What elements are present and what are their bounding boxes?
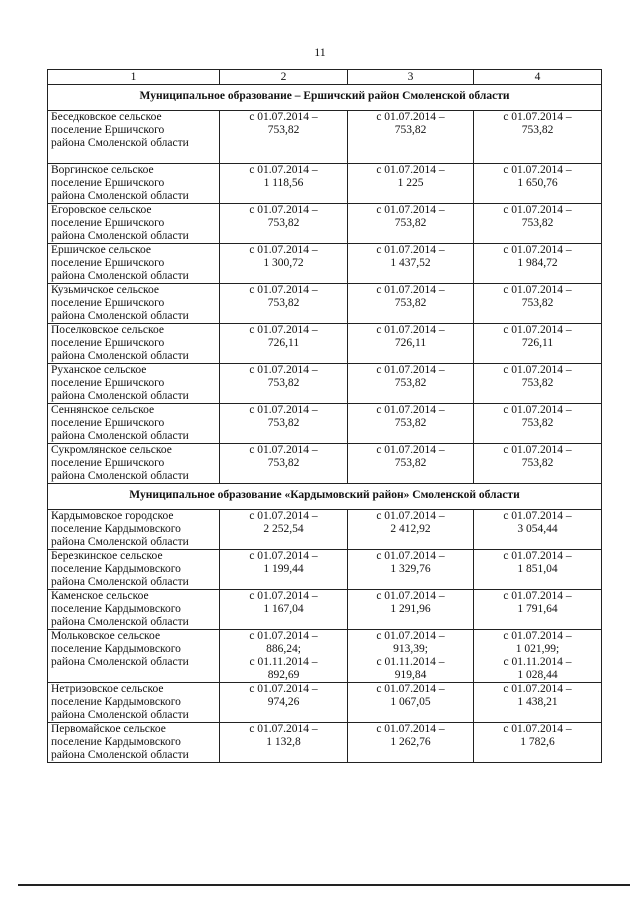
tariff-cell-c2 (220, 683, 348, 723)
settlement-name-line: района Смоленской области (51, 270, 189, 282)
header-cell-4: 4 (474, 70, 602, 85)
tariff-value-line: с 01.07.2014 – (376, 444, 445, 456)
tariff-value-line: с 01.07.2014 – (376, 284, 445, 296)
tariff-value-line: 1 791,64 (517, 603, 558, 615)
tariff-value-line: 753,82 (267, 377, 300, 389)
tariff-value-line: с 01.07.2014 – (249, 244, 318, 256)
tariff-cell-c2 (220, 244, 348, 284)
tariff-value-line: с 01.07.2014 – (249, 550, 318, 562)
tariff-cell-c2 (220, 204, 348, 244)
tariff-value-line: с 01.07.2014 – (503, 164, 572, 176)
section-title: Муниципальное образование – Ершичский район Смоленской области (48, 85, 602, 111)
tariff-value-line: 753,82 (267, 217, 300, 229)
settlement-name-line: поселение Кардымовского (51, 563, 181, 575)
tariff-cell-c3 (348, 324, 474, 364)
settlement-name-cell (48, 284, 220, 324)
tariff-value-line: 753,82 (267, 124, 300, 136)
tariff-value-line: 753,82 (394, 217, 427, 229)
settlement-name-line: района Смоленской области (51, 310, 189, 322)
table-row (48, 364, 602, 404)
tariff-value-line: с 01.07.2014 – (376, 550, 445, 562)
settlement-name-line: Каменское сельское (51, 590, 149, 602)
tariff-value-line: 1 132,8 (266, 736, 301, 748)
tariff-value-line: с 01.07.2014 – (249, 324, 318, 336)
tariff-cell-c4 (474, 683, 602, 723)
tariff-value-line: с 01.07.2014 – (503, 723, 572, 735)
settlement-name-line: поселение Ершичского (51, 177, 165, 189)
settlement-name-line: района Смоленской области (51, 350, 189, 362)
tariff-value-line: 886,24; (266, 643, 301, 655)
tariff-cell-c4 (474, 164, 602, 204)
tariff-value-line: с 01.07.2014 – (503, 364, 572, 376)
settlement-name-line: Первомайское сельское (51, 723, 166, 735)
tariff-value-line: 1 300,72 (263, 257, 304, 269)
table-row (48, 590, 602, 630)
settlement-name-line: поселение Кардымовского (51, 603, 181, 615)
settlement-name-line: района Смоленской области (51, 616, 189, 628)
tariff-value-line: с 01.07.2014 – (376, 364, 445, 376)
settlement-name-line: района Смоленской области (51, 749, 189, 761)
header-cell-2: 2 (220, 70, 348, 85)
settlement-name-line: поселение Кардымовского (51, 523, 181, 535)
tariff-value-line: 974,26 (267, 696, 300, 708)
settlement-name-cell (48, 550, 220, 590)
settlement-name-line: Сукромлянское сельское (51, 444, 172, 456)
settlement-name-line: Воргинское сельское (51, 164, 154, 176)
table-row (48, 510, 602, 550)
tariff-cell-c4 (474, 364, 602, 404)
tariff-value-line: с 01.07.2014 – (249, 683, 318, 695)
tariff-cell-c3 (348, 723, 474, 763)
page-number: 11 (314, 45, 326, 59)
tariff-cell-c4 (474, 324, 602, 364)
header-row (48, 70, 602, 85)
tariff-value-line: 1 028,44 (517, 669, 558, 681)
section-header-row (48, 85, 602, 111)
tariff-value-line: с 01.07.2014 – (503, 510, 572, 522)
tariff-cell-c4 (474, 244, 602, 284)
settlement-name-line: Кардымовское городское (51, 510, 174, 522)
bottom-divider (18, 884, 630, 886)
tariff-cell-c2 (220, 284, 348, 324)
tariff-cell-c2 (220, 404, 348, 444)
settlement-name-line: Кузьмичское сельское (51, 284, 159, 296)
tariff-cell-c2 (220, 550, 348, 590)
tariff-value-line: 753,82 (521, 297, 554, 309)
tariff-value-line: 753,82 (521, 124, 554, 136)
tariff-value-line: 753,82 (521, 417, 554, 429)
tariff-value-line: с 01.07.2014 – (376, 324, 445, 336)
tariff-value-line: 1 984,72 (517, 257, 558, 269)
table-row (48, 723, 602, 763)
tariff-value-line: с 01.07.2014 – (249, 404, 318, 416)
settlement-name-line: поселение Кардымовского (51, 696, 181, 708)
tariff-value-line: с 01.07.2014 – (503, 244, 572, 256)
tariff-value-line: с 01.07.2014 – (249, 630, 318, 642)
tariff-value-line: с 01.11.2014 – (376, 656, 445, 668)
tariff-value-line: с 01.07.2014 – (503, 630, 572, 642)
tariff-value-line: 1 291,96 (390, 603, 431, 615)
section-title: Муниципальное образование «Кардымовский район» Смоленской области (48, 484, 602, 510)
tariff-cell-c4 (474, 723, 602, 763)
table-row (48, 244, 602, 284)
settlement-name-line: поселение Ершичского (51, 297, 165, 309)
settlement-name-line: Поселковское сельское (51, 324, 164, 336)
settlement-name-line: поселение Ершичского (51, 457, 165, 469)
tariff-cell-c4 (474, 111, 602, 164)
settlement-name-cell (48, 590, 220, 630)
tariff-value-line: с 01.07.2014 – (376, 204, 445, 216)
settlement-name-cell (48, 683, 220, 723)
settlement-name-line: Березкинское сельское (51, 550, 163, 562)
tariff-cell-c4 (474, 404, 602, 444)
tariff-value-line: 1 021,99; (515, 643, 560, 655)
tariff-value-line: с 01.07.2014 – (376, 630, 445, 642)
settlement-name-cell (48, 324, 220, 364)
header-cell-3: 3 (348, 70, 474, 85)
settlement-name-line: района Смоленской области (51, 709, 189, 721)
tariff-cell-c2 (220, 510, 348, 550)
tariff-value-line: с 01.07.2014 – (249, 284, 318, 296)
settlement-name-line: поселение Ершичского (51, 257, 165, 269)
tariff-value-line: с 01.07.2014 – (249, 111, 318, 123)
tariff-cell-c3 (348, 111, 474, 164)
tariff-value-line: с 01.07.2014 – (376, 111, 445, 123)
tariff-table (47, 69, 602, 763)
tariff-value-line: 1 225 (397, 177, 424, 189)
tariff-value-line: 1 262,76 (390, 736, 431, 748)
tariff-value-line: 913,39; (393, 643, 428, 655)
tariff-value-line: 1 851,04 (517, 563, 558, 575)
tariff-value-line: 753,82 (267, 417, 300, 429)
tariff-cell-c4 (474, 510, 602, 550)
tariff-value-line: 892,69 (267, 669, 300, 681)
settlement-name-line: района Смоленской области (51, 576, 189, 588)
tariff-cell-c3 (348, 444, 474, 484)
tariff-cell-c3 (348, 550, 474, 590)
tariff-cell-c2 (220, 444, 348, 484)
settlement-name-cell (48, 404, 220, 444)
tariff-value-line: с 01.07.2014 – (249, 510, 318, 522)
settlement-name-cell (48, 204, 220, 244)
tariff-value-line: 1 118,56 (263, 177, 304, 189)
settlement-name-line: Нетризовское сельское (51, 683, 164, 695)
settlement-name-line: района Смоленской области (51, 470, 189, 482)
tariff-value-line: с 01.07.2014 – (249, 723, 318, 735)
tariff-value-line: 753,82 (394, 417, 427, 429)
tariff-value-line: 753,82 (267, 457, 300, 469)
tariff-value-line: с 01.07.2014 – (503, 111, 572, 123)
table-row (48, 204, 602, 244)
table-row (48, 683, 602, 723)
settlement-name-line: поселение Ершичского (51, 337, 165, 349)
tariff-value-line: с 01.07.2014 – (376, 723, 445, 735)
tariff-cell-c3 (348, 204, 474, 244)
tariff-value-line: 753,82 (267, 297, 300, 309)
settlement-name-line: района Смоленской области (51, 137, 189, 149)
tariff-value-line: 1 650,76 (517, 177, 558, 189)
settlement-name-cell (48, 510, 220, 550)
tariff-value-line: 753,82 (394, 124, 427, 136)
tariff-cell-c2 (220, 723, 348, 763)
tariff-cell-c2 (220, 111, 348, 164)
tariff-value-line: с 01.07.2014 – (503, 324, 572, 336)
tariff-cell-c4 (474, 284, 602, 324)
tariff-value-line: 753,82 (521, 457, 554, 469)
tariff-cell-c3 (348, 284, 474, 324)
tariff-value-line: с 01.07.2014 – (503, 404, 572, 416)
tariff-value-line: 919,84 (394, 669, 427, 681)
tariff-value-line: с 01.07.2014 – (376, 164, 445, 176)
settlement-name-line: Руханское сельское (51, 364, 147, 376)
tariff-value-line: 753,82 (394, 377, 427, 389)
settlement-name-line: Сеннянское сельское (51, 404, 155, 416)
tariff-cell-c4 (474, 550, 602, 590)
tariff-value-line: 1 167,04 (263, 603, 304, 615)
settlement-name-line: Егоровское сельское (51, 204, 152, 216)
tariff-value-line: с 01.07.2014 – (376, 590, 445, 602)
tariff-value-line: 1 199,44 (263, 563, 304, 575)
tariff-cell-c3 (348, 244, 474, 284)
settlement-name-line: поселение Кардымовского (51, 643, 181, 655)
tariff-cell-c4 (474, 204, 602, 244)
table-row (48, 324, 602, 364)
settlement-name-line: поселение Ершичского (51, 124, 165, 136)
settlement-name-cell (48, 111, 220, 164)
settlement-name-cell (48, 630, 220, 683)
settlement-name-line: поселение Ершичского (51, 217, 165, 229)
tariff-value-line: с 01.07.2014 – (503, 204, 572, 216)
table-row (48, 111, 602, 164)
settlement-name-cell (48, 164, 220, 204)
settlement-name-cell (48, 364, 220, 404)
settlement-name-line: района Смоленской области (51, 430, 189, 442)
tariff-cell-c3 (348, 164, 474, 204)
settlement-name-line: поселение Ершичского (51, 417, 165, 429)
tariff-value-line: 1 438,21 (517, 696, 558, 708)
tariff-value-line: с 01.11.2014 – (503, 656, 572, 668)
tariff-value-line: 1 329,76 (390, 563, 431, 575)
table-row (48, 444, 602, 484)
settlement-name-cell (48, 723, 220, 763)
settlement-name-line: района Смоленской области (51, 230, 189, 242)
tariff-value-line: 2 412,92 (390, 523, 431, 535)
tariff-value-line: 753,82 (521, 217, 554, 229)
settlement-name-line: поселение Кардымовского (51, 736, 181, 748)
settlement-name-cell (48, 244, 220, 284)
settlement-name-cell (48, 444, 220, 484)
tariff-cell-c2 (220, 164, 348, 204)
tariff-value-line: с 01.07.2014 – (376, 510, 445, 522)
tariff-cell-c2 (220, 324, 348, 364)
table-row (48, 404, 602, 444)
tariff-cell-c4 (474, 590, 602, 630)
tariff-value-line: 1 782,6 (520, 736, 555, 748)
tariff-value-line: 3 054,44 (517, 523, 558, 535)
header-cell-1: 1 (48, 70, 220, 85)
tariff-value-line: с 01.07.2014 – (503, 590, 572, 602)
settlement-name-line: района Смоленской области (51, 656, 189, 668)
tariff-value-line: 726,11 (394, 337, 427, 349)
tariff-cell-c2 (220, 630, 348, 683)
tariff-cell-c2 (220, 364, 348, 404)
tariff-cell-c3 (348, 683, 474, 723)
tariff-value-line: 753,82 (394, 457, 427, 469)
tariff-value-line: 726,11 (267, 337, 300, 349)
tariff-value-line: 726,11 (521, 337, 554, 349)
tariff-value-line: с 01.07.2014 – (503, 444, 572, 456)
settlement-name-line: поселение Ершичского (51, 377, 165, 389)
tariff-cell-c4 (474, 444, 602, 484)
settlement-name-line: Мольковское сельское (51, 630, 161, 642)
tariff-cell-c2 (220, 590, 348, 630)
table-row (48, 550, 602, 590)
settlement-name-line: района Смоленской области (51, 536, 189, 548)
tariff-value-line: с 01.07.2014 – (376, 244, 445, 256)
tariff-value-line: с 01.07.2014 – (503, 683, 572, 695)
tariff-value-line: с 01.11.2014 – (249, 656, 318, 668)
tariff-value-line: с 01.07.2014 – (249, 204, 318, 216)
tariff-cell-c3 (348, 364, 474, 404)
section-header-row (48, 484, 602, 510)
tariff-value-line: с 01.07.2014 – (376, 683, 445, 695)
tariff-value-line: с 01.07.2014 – (249, 164, 318, 176)
table-row (48, 164, 602, 204)
tariff-cell-c3 (348, 510, 474, 550)
tariff-cell-c3 (348, 404, 474, 444)
table-row (48, 630, 602, 683)
settlement-name-line: района Смоленской области (51, 390, 189, 402)
tariff-value-line: 1 067,05 (390, 696, 431, 708)
tariff-value-line: с 01.07.2014 – (249, 364, 318, 376)
tariff-cell-c3 (348, 630, 474, 683)
table-body (48, 85, 602, 763)
tariff-value-line: 2 252,54 (263, 523, 304, 535)
tariff-value-line: с 01.07.2014 – (503, 550, 572, 562)
tariff-value-line: с 01.07.2014 – (249, 590, 318, 602)
tariff-cell-c3 (348, 590, 474, 630)
tariff-value-line: 753,82 (521, 377, 554, 389)
settlement-name-line: района Смоленской области (51, 190, 189, 202)
tariff-value-line: с 01.07.2014 – (376, 404, 445, 416)
table-row (48, 284, 602, 324)
settlement-name-line: Беседковское сельское (51, 111, 162, 123)
settlement-name-line: Ершичское сельское (51, 244, 151, 256)
tariff-value-line: с 01.07.2014 – (249, 444, 318, 456)
tariff-value-line: с 01.07.2014 – (503, 284, 572, 296)
tariff-cell-c4 (474, 630, 602, 683)
tariff-value-line: 753,82 (394, 297, 427, 309)
tariff-value-line: 1 437,52 (390, 257, 431, 269)
